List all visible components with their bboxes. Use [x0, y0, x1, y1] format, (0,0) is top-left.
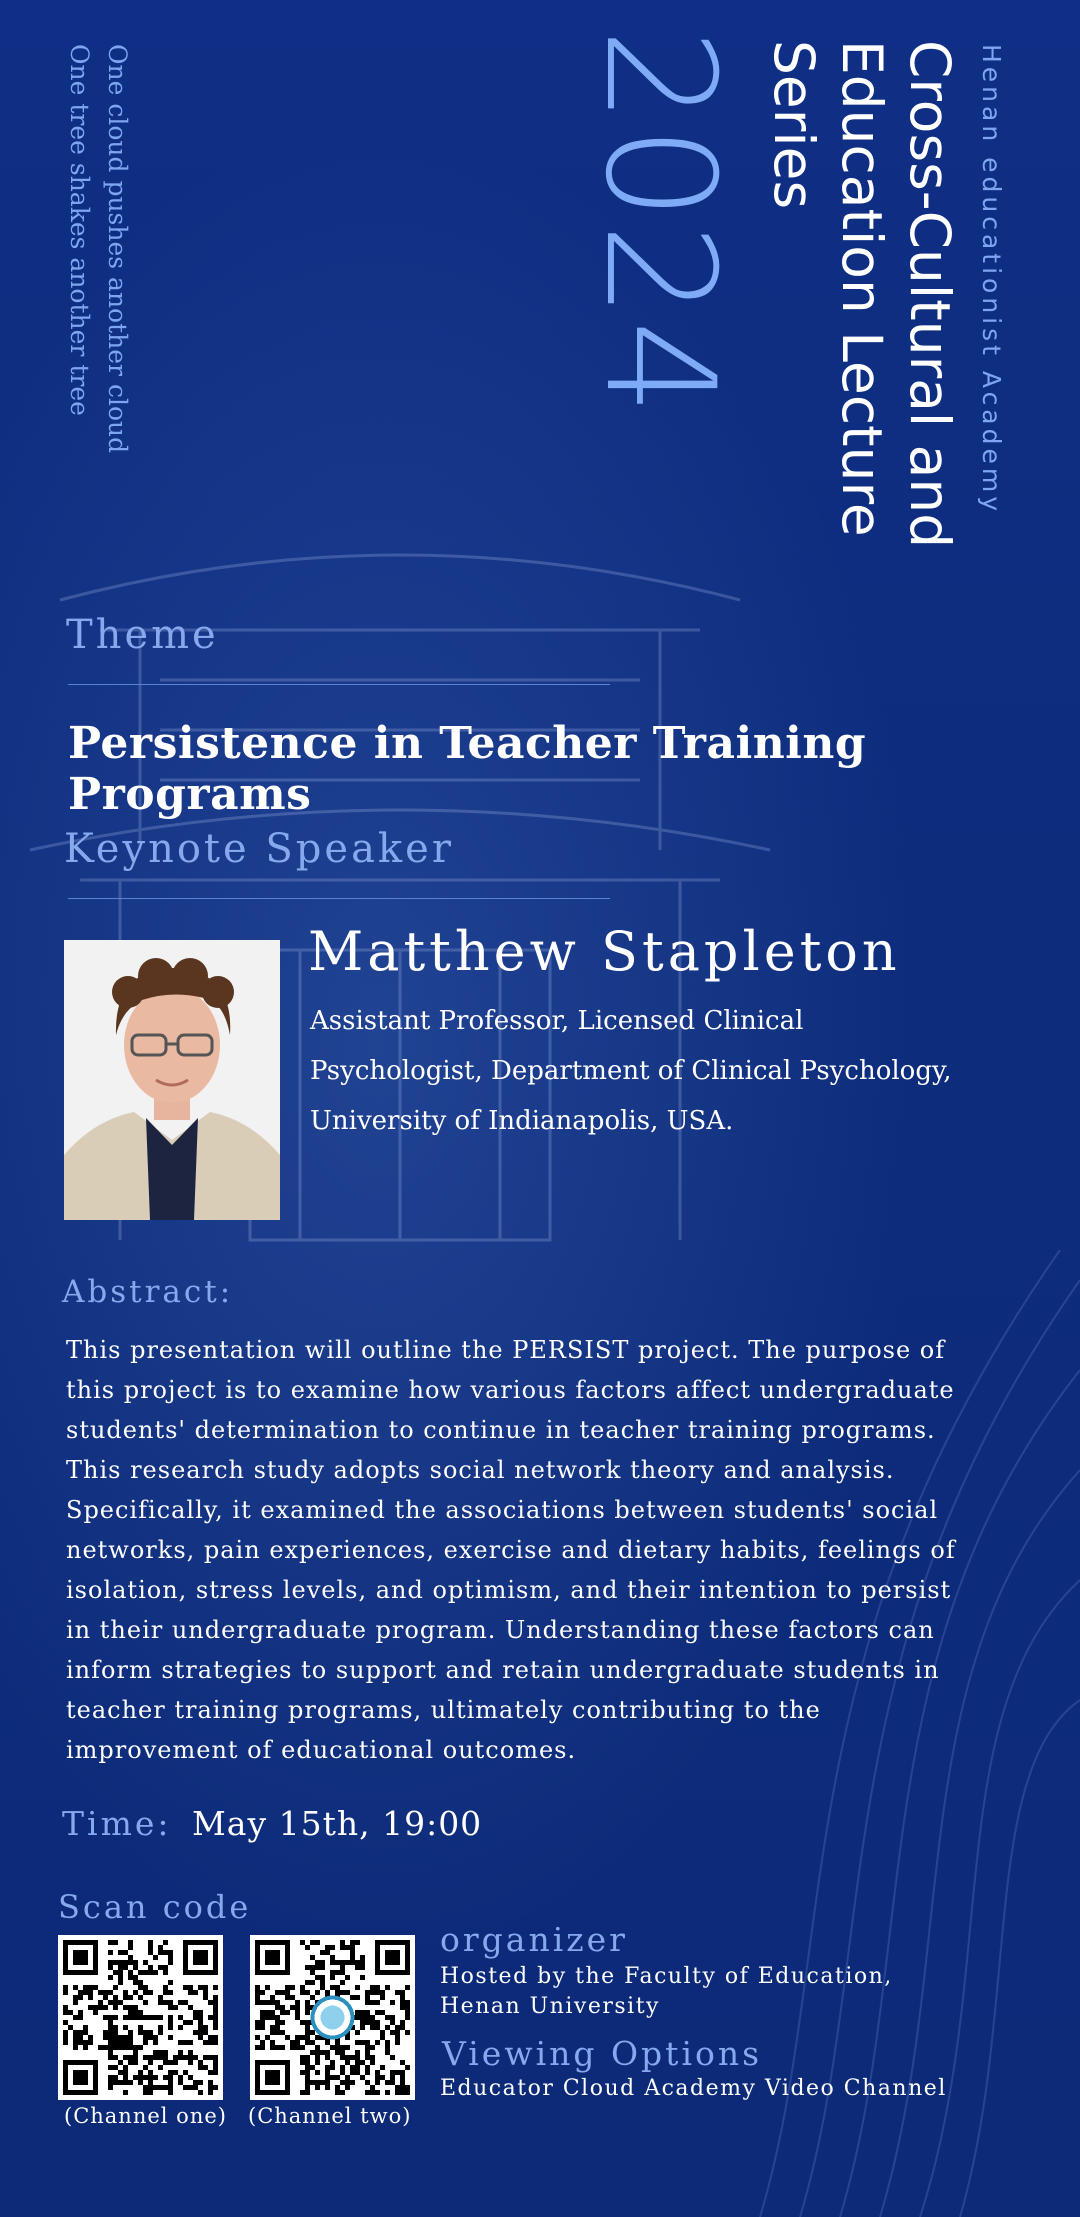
qr-code-channel-one[interactable] — [58, 1935, 223, 2100]
time-value: May 15th, 19:00 — [192, 1804, 483, 1843]
organizer-text: Hosted by the Faculty of Education, Henan University — [440, 1964, 893, 2019]
series-title: Cross-Cultural and Education Lecture Series — [762, 40, 962, 549]
slogan — [60, 44, 136, 504]
viewing-options-text: Educator Cloud Academy Video Channel — [440, 2076, 947, 2101]
speaker-title: Assistant Professor, Licensed Clinical Psychologist, Department of Clinical Psychology, University of Indianapolis, USA. — [310, 1006, 952, 1136]
abstract-label: Abstract: — [62, 1274, 234, 1310]
slogan-line-2: One tree shakes another tree — [65, 44, 94, 416]
abstract-text: This presentation will outline the PERSIST project. The purpose of this project is to examine how various factors affect undergraduate students' determination to continue in teacher training programs. This research study adopts social network theory and analysis. Specifically, it examined the associations between students' social networks, pain experiences, exercise and dietary habits, feelings of isolation, stress levels, and optimism, and their intention to persist in their undergraduate program. Understanding these factors can inform strategies to support and retain undergraduate students in teacher training programs, ultimately contributing to the improvement of educational outcomes. — [66, 1336, 956, 1764]
channel-two-caption: (Channel two) — [248, 2104, 412, 2128]
channel-one-caption: (Channel one) — [64, 2104, 227, 2128]
speaker-divider — [68, 898, 610, 899]
academy-name: Henan educationist Academy — [977, 44, 1006, 516]
slogan-line-1: One cloud pushes another cloud — [103, 44, 132, 454]
organizer-label: organizer — [440, 1920, 628, 1959]
qr-code-channel-two[interactable] — [250, 1935, 415, 2100]
scan-code-label: Scan code — [58, 1888, 252, 1926]
viewing-options-label: Viewing Options — [442, 2034, 763, 2073]
theme-label: Theme — [66, 612, 219, 658]
year-text: 2024 — [572, 28, 746, 418]
speaker-name: Matthew Stapleton — [308, 920, 901, 983]
theme-text: Persistence in Teacher Training Programs — [68, 718, 867, 820]
time-label: Time: — [62, 1804, 172, 1843]
theme-divider — [68, 684, 610, 685]
speaker-photo — [64, 940, 280, 1220]
keynote-speaker-label: Keynote Speaker — [64, 826, 454, 872]
